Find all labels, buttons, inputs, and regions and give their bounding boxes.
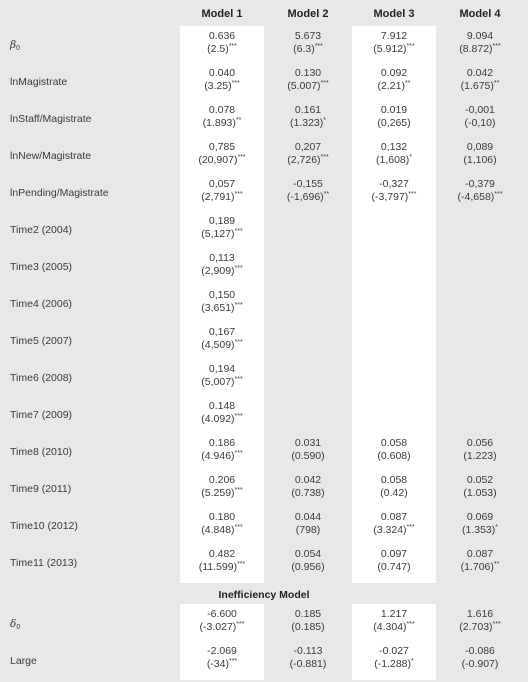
t-statistic (438, 80, 522, 93)
coefficient: 0,150 (208, 289, 236, 301)
t-statistic (180, 117, 264, 130)
coefficient: 0,113 (209, 252, 235, 264)
t-statistic-value: (5.007) (287, 80, 321, 92)
coefficient: 0.180 (208, 511, 236, 523)
significance-stars: *** (228, 43, 237, 50)
coef-cell (180, 252, 264, 278)
coefficient: 0.042 (294, 474, 322, 486)
t-statistic (352, 621, 436, 634)
coefficient: 0.056 (466, 437, 494, 449)
significance-stars: *** (234, 524, 243, 531)
coefficient: 0,057 (208, 178, 236, 190)
coefficient: -0.086 (465, 645, 495, 657)
t-statistic-value: (4.304) (373, 621, 407, 633)
t-statistic-value: (4.946) (201, 450, 235, 462)
coefficient: 0,089 (466, 141, 494, 153)
significance-stars: *** (228, 658, 238, 665)
coef-cell (438, 437, 522, 463)
significance-stars: *** (406, 43, 415, 50)
greek-subscript: 0 (16, 624, 21, 631)
coefficient: 0.206 (208, 474, 236, 486)
significance-stars: *** (314, 43, 323, 50)
row-label: Time9 (2011) (10, 483, 72, 495)
t-statistic-value: (11.599) (198, 561, 238, 573)
t-statistic (180, 265, 264, 278)
t-statistic-value: (5.259) (201, 487, 235, 499)
t-statistic (180, 191, 264, 204)
coef-cell (438, 30, 522, 56)
t-statistic (266, 191, 350, 204)
t-statistic-value: (1.353) (461, 524, 496, 536)
t-statistic-value: (-0,10) (464, 117, 496, 129)
t-statistic-value: (0.42) (380, 487, 408, 499)
significance-stars: *** (408, 191, 417, 198)
row-label: Time4 (2006) (10, 298, 73, 310)
coef-cell (180, 326, 264, 352)
significance-stars: *** (234, 413, 243, 420)
t-statistic-value: (2.21) (377, 80, 405, 92)
coef-cell (266, 437, 350, 463)
t-statistic (438, 487, 522, 500)
coefficient: 9.094 (466, 30, 494, 42)
coef-cell (180, 30, 264, 56)
significance-stars: *** (234, 376, 243, 383)
significance-stars: * (409, 154, 412, 161)
t-statistic-value: (1.053) (463, 487, 497, 499)
coefficient: 0.148 (208, 400, 236, 412)
coef-cell (180, 141, 264, 167)
t-statistic-value: (1.323) (289, 117, 324, 129)
coefficient: 0.052 (466, 474, 494, 486)
t-statistic (352, 43, 436, 56)
t-statistic (266, 450, 350, 463)
t-statistic (266, 487, 350, 500)
t-statistic (180, 413, 264, 426)
coef-cell (438, 511, 522, 537)
t-statistic (180, 80, 264, 93)
significance-stars: *** (406, 621, 415, 628)
t-statistic-value: (5,127) (201, 228, 235, 240)
greek-subscript: 0 (16, 45, 20, 52)
coefficient: 0.087 (380, 511, 408, 523)
t-statistic (352, 191, 436, 204)
t-statistic (266, 43, 350, 56)
coef-cell (352, 548, 436, 574)
coefficient: 0.161 (294, 104, 322, 116)
coefficient: 0.636 (208, 30, 236, 42)
t-statistic-value: (-3.027) (199, 621, 237, 633)
t-statistic-value: (4,509) (201, 339, 235, 351)
coefficient: -6.600 (207, 608, 237, 620)
coef-cell (352, 67, 436, 93)
coefficient: -0,327 (379, 178, 409, 190)
row-label: Time11 (2013) (10, 557, 78, 569)
t-statistic-value: (2,726) (287, 154, 321, 166)
t-statistic-value: (0.747) (377, 561, 411, 573)
t-statistic-value: (1.675) (460, 80, 494, 92)
t-statistic (266, 524, 350, 537)
t-statistic (266, 80, 350, 93)
t-statistic-value: (-1.288) (374, 658, 412, 670)
t-statistic-value: (6.3) (293, 43, 315, 55)
t-statistic-value: (2.5) (207, 43, 229, 55)
t-statistic-value: (4.092) (201, 413, 235, 425)
coef-cell (438, 608, 522, 634)
t-statistic (180, 376, 264, 389)
coefficient: 0.097 (380, 548, 408, 560)
coefficient: 0.185 (294, 608, 322, 620)
significance-stars: ** (235, 117, 242, 124)
coef-cell (266, 608, 350, 634)
t-statistic (352, 561, 436, 574)
coef-cell (180, 215, 264, 241)
coefficient: 0,167 (208, 326, 236, 338)
row-label: Time2 (2004) (10, 224, 73, 236)
t-statistic (180, 228, 264, 241)
t-statistic-value: (798) (295, 524, 321, 536)
coef-cell (266, 511, 350, 537)
t-statistic (438, 621, 522, 634)
t-statistic (266, 561, 350, 574)
coefficient: 5.673 (294, 30, 322, 42)
coefficient: 0.058 (380, 474, 408, 486)
t-statistic (180, 561, 264, 574)
t-statistic-value: (20,907) (198, 154, 238, 166)
coef-cell (438, 548, 522, 574)
coefficient: 0.054 (294, 548, 322, 560)
coef-cell (438, 178, 522, 204)
t-statistic-value: (-34) (206, 658, 229, 670)
significance-stars: * (411, 658, 414, 665)
coefficient: 0.069 (466, 511, 494, 523)
coefficient: 0.019 (380, 104, 408, 116)
row-label: Time6 (2008) (10, 372, 73, 384)
significance-stars: *** (237, 561, 246, 568)
coef-cell (352, 30, 436, 56)
coefficient: -0.113 (293, 645, 323, 657)
t-statistic-value: (2,909) (201, 265, 235, 277)
greek-symbol: β (10, 39, 17, 51)
t-statistic (180, 658, 264, 671)
t-statistic-value: (3.324) (373, 524, 407, 536)
t-statistic-value: (-4,658) (457, 191, 495, 203)
coefficient: -0.027 (379, 645, 409, 657)
t-statistic (180, 302, 264, 315)
significance-stars: *** (234, 450, 243, 457)
t-statistic (438, 43, 522, 56)
coef-cell (352, 104, 436, 130)
t-statistic-value: (2.703) (459, 621, 493, 633)
coefficient: 0.044 (294, 511, 322, 523)
t-statistic-value: (1.706) (460, 561, 494, 573)
significance-stars: *** (237, 154, 246, 161)
significance-stars: *** (494, 191, 503, 198)
row-label (10, 39, 20, 51)
greek-symbol: δ (10, 618, 17, 630)
t-statistic (438, 524, 522, 537)
significance-stars: *** (492, 621, 501, 628)
coef-cell (352, 474, 436, 500)
coefficient: -0,155 (293, 178, 323, 190)
coef-cell (180, 474, 264, 500)
coef-cell (352, 141, 436, 167)
t-statistic-value: (1.223) (463, 450, 497, 462)
coef-cell (180, 548, 264, 574)
significance-stars: *** (236, 621, 245, 628)
coefficient: 0,194 (208, 363, 236, 375)
t-statistic (438, 154, 522, 167)
coef-cell (180, 511, 264, 537)
coefficient: 0.087 (466, 548, 494, 560)
t-statistic-value: (-0.907) (461, 658, 499, 670)
coefficient: 0.186 (208, 437, 236, 449)
significance-stars: * (323, 117, 326, 124)
t-statistic (438, 658, 522, 671)
significance-stars: ** (493, 561, 500, 568)
t-statistic-value: (0.185) (291, 621, 325, 633)
t-statistic-value: (0.738) (291, 487, 325, 499)
t-statistic (180, 524, 264, 537)
row-label: Large (10, 655, 37, 667)
coefficient: 0,189 (208, 215, 236, 227)
t-statistic-value: (1,106) (463, 154, 497, 166)
t-statistic (352, 487, 436, 500)
row-label: lnPending/Magistrate (10, 187, 109, 199)
coef-cell (180, 178, 264, 204)
header-model-2: Model 2 (287, 8, 329, 20)
coef-cell (266, 67, 350, 93)
t-statistic (352, 154, 436, 167)
t-statistic (266, 621, 350, 634)
t-statistic-value: (2,791) (201, 191, 235, 203)
coef-cell (438, 141, 522, 167)
coef-cell (180, 608, 264, 634)
coef-cell (180, 289, 264, 315)
t-statistic (180, 621, 264, 634)
coef-cell (438, 645, 522, 671)
significance-stars: *** (234, 228, 243, 235)
t-statistic-value: (0,265) (377, 117, 411, 129)
significance-stars: *** (406, 524, 415, 531)
t-statistic (180, 154, 264, 167)
coefficient: 0,785 (208, 141, 236, 153)
significance-stars: *** (231, 80, 240, 87)
t-statistic-value: (0.590) (291, 450, 325, 462)
coef-cell (266, 474, 350, 500)
header-model-1: Model 1 (201, 8, 243, 20)
significance-stars: ** (404, 80, 411, 87)
t-statistic-value: (0.608) (377, 450, 411, 462)
coefficient: 0.058 (380, 437, 408, 449)
coef-cell (180, 67, 264, 93)
coef-cell (352, 511, 436, 537)
coefficient: -0,001 (465, 104, 495, 116)
coefficient: 0.092 (380, 67, 408, 79)
significance-stars: *** (234, 302, 243, 309)
significance-stars: *** (234, 265, 243, 272)
coef-cell (266, 30, 350, 56)
coef-cell (266, 104, 350, 130)
t-statistic (180, 339, 264, 352)
t-statistic-value: (1.893) (202, 117, 236, 129)
coefficient: 0.130 (294, 67, 322, 79)
coef-cell (180, 437, 264, 463)
t-statistic (352, 450, 436, 463)
coef-cell (352, 608, 436, 634)
significance-stars: *** (234, 191, 243, 198)
coefficient: 1.616 (466, 608, 494, 620)
coefficient: 0.031 (294, 437, 322, 449)
t-statistic (180, 487, 264, 500)
row-label: Time3 (2005) (10, 261, 73, 273)
row-label: Time10 (2012) (10, 520, 78, 532)
t-statistic-value: (-3,797) (371, 191, 409, 203)
coef-cell (180, 645, 264, 671)
coefficient: 0,207 (294, 141, 322, 153)
coef-cell (180, 400, 264, 426)
t-statistic-value: (8.872) (459, 43, 493, 55)
t-statistic-value: (4.848) (201, 524, 235, 536)
t-statistic-value: (5.912) (373, 43, 407, 55)
t-statistic (266, 117, 350, 130)
section-title: Inefficiency Model (218, 589, 310, 601)
significance-stars: *** (234, 487, 243, 494)
coefficient: -2.069 (207, 645, 237, 657)
t-statistic-value: (-1,696) (286, 191, 324, 203)
coef-cell (352, 437, 436, 463)
t-statistic (180, 43, 264, 56)
row-label: lnNew/Magistrate (10, 150, 92, 162)
t-statistic-value: (3.25) (204, 80, 232, 92)
coef-cell (438, 67, 522, 93)
coef-cell (352, 178, 436, 204)
row-label: lnMagistrate (10, 76, 68, 88)
coef-cell (438, 104, 522, 130)
coefficient: -0,379 (465, 178, 495, 190)
coef-cell (352, 645, 436, 671)
t-statistic-value: (5,007) (201, 376, 235, 388)
coef-cell (266, 141, 350, 167)
t-statistic (266, 658, 350, 671)
significance-stars: *** (492, 43, 501, 50)
row-label (10, 618, 20, 630)
coef-cell (266, 548, 350, 574)
coefficient: 0,132 (380, 141, 408, 153)
coefficient: 1.217 (380, 608, 408, 620)
coef-cell (180, 104, 264, 130)
t-statistic (438, 117, 522, 130)
row-label: lnStaff/Magistrate (10, 113, 92, 125)
t-statistic (438, 191, 522, 204)
t-statistic (438, 450, 522, 463)
coefficient: 0.078 (208, 104, 236, 116)
significance-stars: *** (320, 80, 329, 87)
t-statistic (352, 117, 436, 130)
t-statistic (180, 450, 264, 463)
t-statistic-value: (0.956) (291, 561, 325, 573)
t-statistic (352, 658, 436, 671)
row-label: Time7 (2009) (10, 409, 73, 421)
significance-stars: *** (320, 154, 329, 161)
header-model-4: Model 4 (459, 8, 501, 20)
t-statistic-value: (1,608) (375, 154, 410, 166)
t-statistic (352, 80, 436, 93)
coef-cell (180, 363, 264, 389)
t-statistic (266, 154, 350, 167)
t-statistic (352, 524, 436, 537)
t-statistic (438, 561, 522, 574)
significance-stars: ** (323, 191, 330, 198)
coefficient: 7.912 (380, 30, 408, 42)
coefficient: 0.482 (208, 548, 236, 560)
coefficient: 0.040 (208, 67, 236, 79)
coefficient: 0.042 (466, 67, 494, 79)
coef-cell (266, 645, 350, 671)
significance-stars: *** (234, 339, 243, 346)
row-label: Time5 (2007) (10, 335, 73, 347)
t-statistic-value: (-0.881) (289, 658, 327, 670)
significance-stars: * (495, 524, 498, 531)
coef-cell (266, 178, 350, 204)
coef-cell (438, 474, 522, 500)
row-label: Time8 (2010) (10, 446, 73, 458)
header-model-3: Model 3 (373, 8, 415, 20)
t-statistic-value: (3,651) (201, 302, 235, 314)
significance-stars: ** (493, 80, 500, 87)
